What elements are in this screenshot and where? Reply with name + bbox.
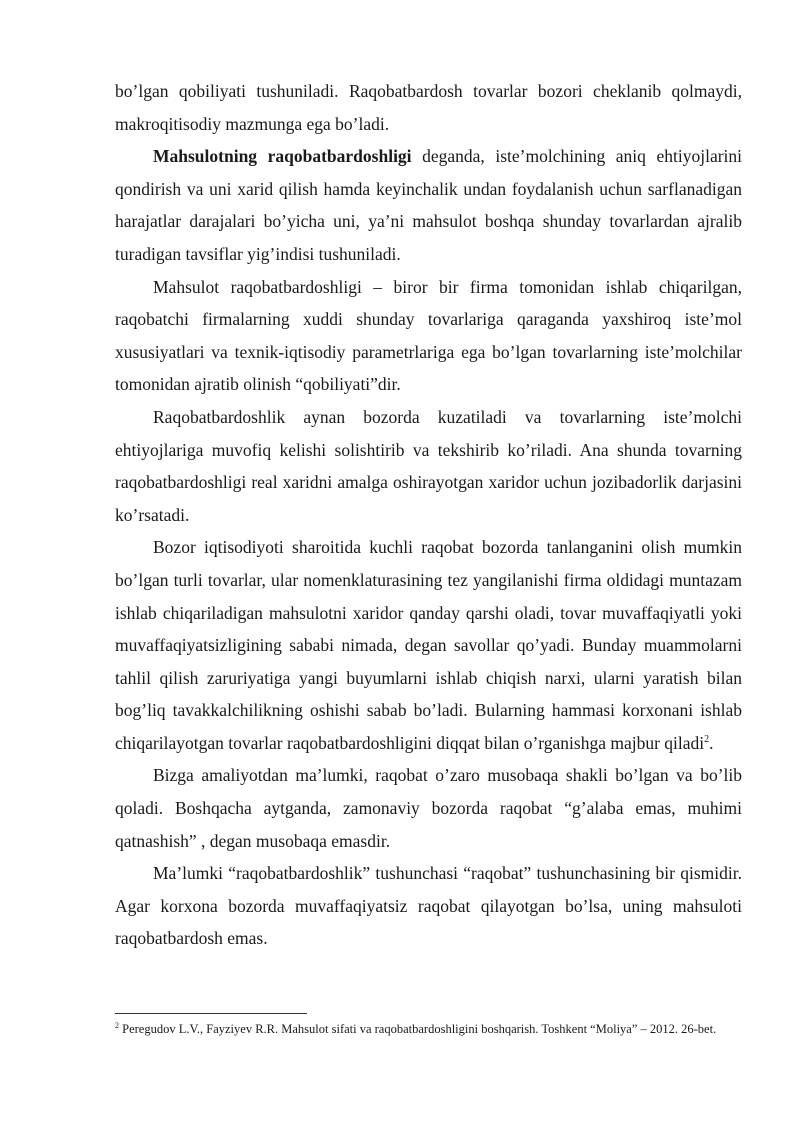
paragraph-5: Bozor iqtisodiyoti sharoitida kuchli raqobat bozorda tanlanganini olish mumkin bo’lgan turli tovarlar, ular nomenklaturasining tez yangilanishi firma oldidagi muntazam ishlab chiqariladigan mahsulotni xaridor qanday qarshi oladi, tovar muvaffaqiyatli yoki muvaffaqiyatsizligining sababi nimada, degan savollar qo’yadi. Bunday muammolarni tahlil qilish zaruriyatiga yangi buyumlarni ishlab chiqish narxi, ularni yaratish bilan bog’liq tavakkalchilikning oshishi sabab bo’ladi. Bularning hammasi korxonani ishlab chiqarilayotgan tovarlar raqobatbardoshligini diqqat bilan o’rganishga majbur qiladi$^2$. <box>115 537 742 753</box>
paragraph-2: Mahsulotning raqobatbardoshligi deganda, iste’molchining aniq ehtiyojlarini qondirish va uni xarid qilish hamda keyinchalik undan foydalanish uchun sarflanadigan harajatlar darajalari bo’yicha uni, ya’ni mahsulot boshqa shunday tovarlardan ajralib turadigan tavsiflar yig’indisi tushuniladi. <box>115 146 743 264</box>
footnote-reference[interactable]: 2 <box>704 734 710 746</box>
footnote-marker: 2 <box>115 1020 119 1030</box>
bold-term: Mahsulotning raqobatbardoshligi <box>153 146 412 167</box>
paragraph-7: Ma’lumki “raqobatbardoshlik” tushunchasi “raqobat” tushunchasining bir qismidir. Agar korxona bozorda muvaffaqiyatsiz raqobat qilayotgan bo’lsa, uning mahsuloti raqobatbardosh emas. <box>115 863 742 949</box>
footnote-separator <box>115 1013 307 1014</box>
footnote-text: Peregudov L.V., Fayziyev R.R. Mahsulot sifati va raqobatbardoshligini boshqarish. Toshkent “Moliya” – 2012. 26-bet. <box>119 1022 717 1036</box>
paragraph-3: Mahsulot raqobatbardoshligi – biror bir firma tomonidan ishlab chiqarilgan, raqobatchi firmalarning xuddi shunday tovarlariga qaraganda yaxshiroq iste’mol xususiyatlari va texnik-iqtisodiy parametrlariga ega bo’lgan tovarlarning iste’molchilar tomonidan ajratib olinish “qobiliyati”dir. <box>115 276 742 395</box>
paragraph-6: Bizga amaliyotdan ma’lumki, raqobat o’zaro musobaqa shakli bo’lgan va bo’lib qoladi. Boshqacha aytganda, zamonaviy bozorda raqobat “g’alaba emas, muhimi qatnashish” , degan musobaqa emasdir. <box>115 765 742 851</box>
body-text <box>115 75 742 955</box>
paragraph-1: bo’lgan qobiliyati tushuniladi. Raqobatbardosh tovarlar bozori cheklanib qolmaydi, makroqitisodiy mazmunga ega bo’ladi. <box>115 81 742 134</box>
paragraph-4: Raqobatbardoshlik aynan bozorda kuzatiladi va tovarlarning iste’molchi ehtiyojlariga muvofiq kelishi solishtirib va tekshirib ko’riladi. Ana shunda tovarning raqobatbardoshligi real xaridni amalga oshirayotgan xaridor uchun jozibadorlik darjasini ko’rsatadi. <box>115 406 742 525</box>
footnote <box>115 1020 742 1038</box>
